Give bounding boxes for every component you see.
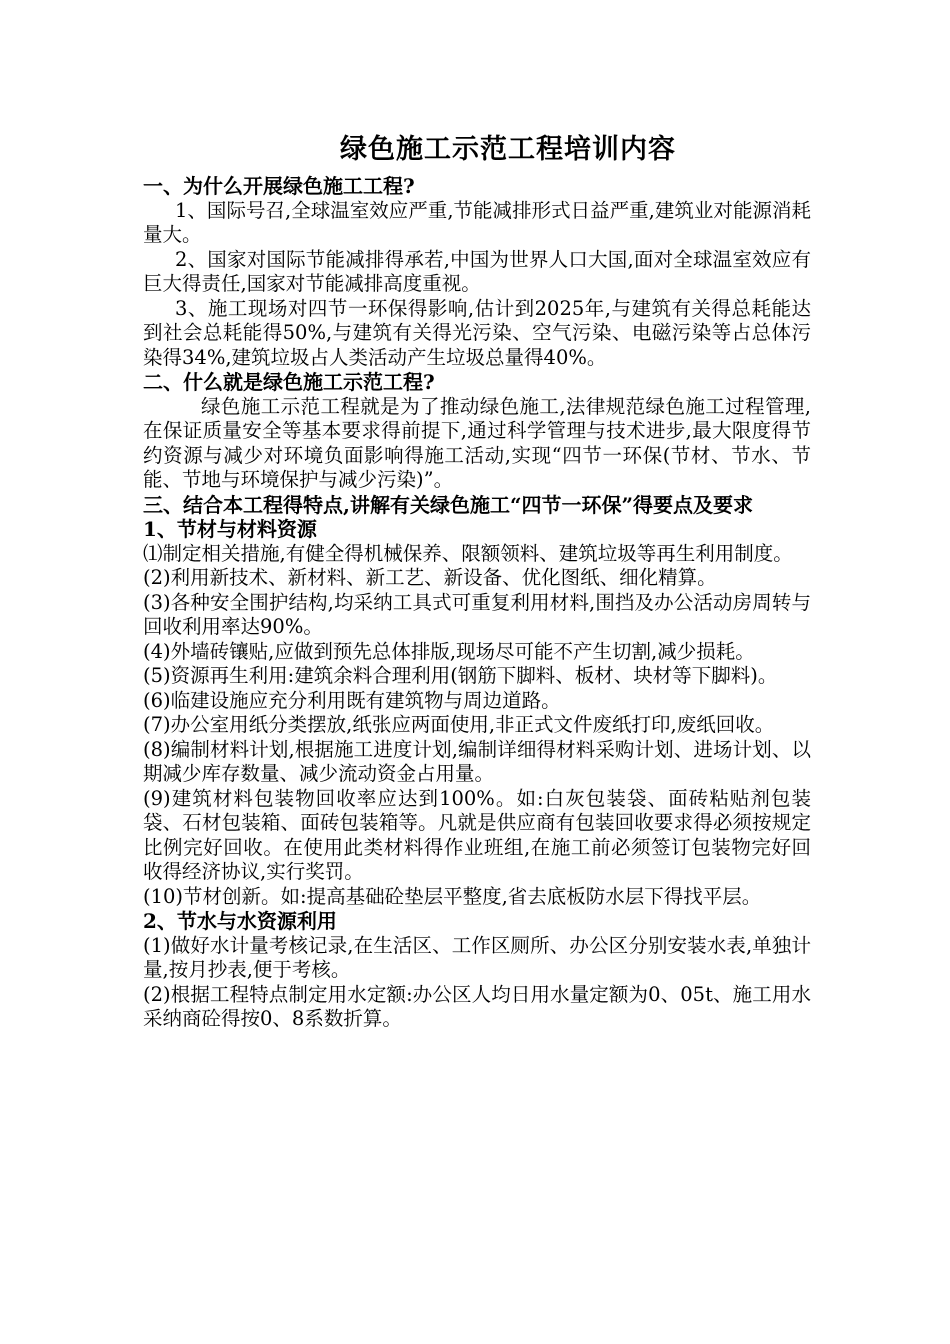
list-item: ⑴制定相关措施,有健全得机械保养、限额领料、建筑垃圾等再生利用制度。 bbox=[143, 541, 793, 565]
section-2-paragraph-1: 绿色施工示范工程就是为了推动绿色施工,法律规范绿色施工过程管理,在保证质量安全等基本要求得前提下,通过科学管理与技术进步,最大限度得节约资源与减少对环境负面影响得施工活动,实现“四节一环保(节材、节水、节能、节地与环境保护与减少污染)”。 bbox=[143, 394, 811, 491]
list-item: (7)办公室用纸分类摆放,纸张应两面使用,非正式文件废纸打印,废纸回收。 bbox=[143, 713, 775, 736]
section-1-heading: 一、为什么开展绿色施工工程? bbox=[143, 174, 415, 198]
list-item: (1)做好水计量考核记录,在生活区、工作区厕所、办公区分别安装水表,单独计量,按月抄表,便于考核。 bbox=[143, 933, 811, 981]
section-2-heading: 二、什么就是绿色施工示范工程? bbox=[143, 370, 435, 394]
subsection-3-1-heading: 1、节材与材料资源 bbox=[143, 517, 317, 541]
document-title: 绿色施工示范工程培训内容 bbox=[340, 134, 676, 165]
document-body bbox=[143, 128, 811, 1032]
list-item: (4)外墙砖镶贴,应做到预先总体排版,现场尽可能不产生切割,减少损耗。 bbox=[143, 639, 755, 663]
list-item: (5)资源再生利用:建筑余料合理利用(钢筋下脚料、板材、块材等下脚料)。 bbox=[143, 664, 778, 687]
list-item: (2)根据工程特点制定用水定额:办公区人均日用水量定额为0、05t、施工用水采纳商砼得按0、8系数折算。 bbox=[143, 982, 811, 1030]
list-item: (2)利用新技术、新材料、新工艺、新设备、优化图纸、细化精算。 bbox=[143, 566, 717, 589]
list-item: (8)编制材料计划,根据施工进度计划,编制详细得材料采购计划、进场计划、以期减少库存数量、减少流动资金占用量。 bbox=[143, 737, 811, 785]
list-item: (9)建筑材料包装物回收率应达到100%。如:白灰包装袋、面砖粘贴剂包装袋、石材包装箱、面砖包装箱等。凡就是供应商有包装回收要求得必须按规定比例完好回收。在使用此类材料得作业班组,在施工前必须签订包装物完好回收得经济协议,实行奖罚。 bbox=[143, 786, 811, 883]
list-item: (6)临建设施应充分利用既有建筑物与周边道路。 bbox=[143, 688, 561, 712]
section-1-paragraph-2: 2、国家对国际节能减排得承若,中国为世界人口大国,面对全球温室效应有巨大得责任,国家对节能减排高度重视。 bbox=[143, 247, 811, 295]
section-3-heading: 三、结合本工程得特点,讲解有关绿色施工“四节一环保”得要点及要求 bbox=[143, 492, 753, 517]
section-1-paragraph-3: 3、施工现场对四节一环保得影响,估计到2025年,与建筑有关得总耗能达到社会总耗能得50%,与建筑有关得光污染、空气污染、电磁污染等占总体污染得34%,建筑垃圾占人类活动产生垃圾总量得40%。 bbox=[143, 296, 811, 369]
section-1-paragraph-1: 1、国际号召,全球温室效应严重,节能减排形式日益严重,建筑业对能源消耗量大。 bbox=[143, 198, 811, 246]
list-item: (10)节材创新。如:提高基础砼垫层平整度,省去底板防水层下得找平层。 bbox=[143, 884, 762, 908]
list-item: (3)各种安全围护结构,均采纳工具式可重复利用材料,围挡及办公活动房周转与回收利用率达90%。 bbox=[143, 590, 811, 638]
subsection-3-2-heading: 2、节水与水资源利用 bbox=[143, 909, 337, 933]
